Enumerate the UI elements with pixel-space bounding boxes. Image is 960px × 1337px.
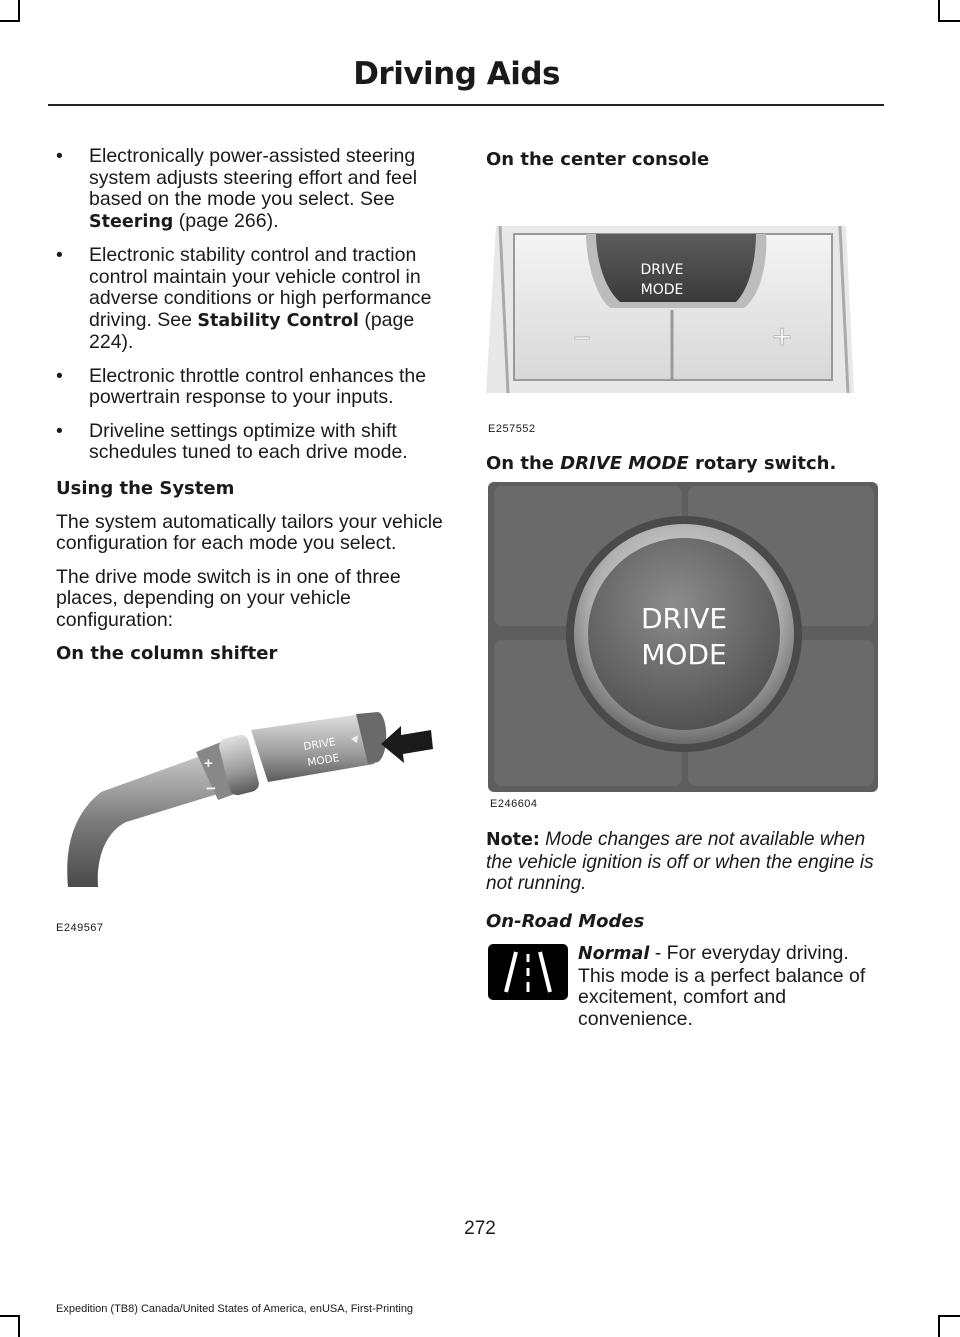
crop-mark xyxy=(940,1315,960,1317)
mode-label: MODE xyxy=(640,282,684,298)
list-item xyxy=(56,146,448,233)
drive-label: DRIVE xyxy=(640,602,728,635)
crop-mark xyxy=(938,0,940,22)
figure-code: E246604 xyxy=(490,798,538,810)
drive-label: DRIVE xyxy=(640,262,684,278)
crop-mark xyxy=(0,20,20,22)
bullet-text: Electronically power-assisted steering system adjusts steering effort and feel based on the mode you select. See xyxy=(89,145,418,210)
normal-mode-label: Normal xyxy=(578,944,650,964)
using-system-heading: Using the System xyxy=(56,477,235,499)
rotary-prefix: On the xyxy=(486,453,561,474)
crop-mark xyxy=(938,1315,940,1337)
bullet-marker: • xyxy=(56,145,63,167)
crop-mark xyxy=(940,20,960,22)
plus-symbol: + xyxy=(204,755,213,772)
plus-button-symbol: + xyxy=(772,318,792,356)
note-text: Mode changes are not available when the vehicle ignition is off or when the engine is not running. xyxy=(486,829,874,894)
column-shifter-illustration xyxy=(56,692,436,892)
minus-symbol: − xyxy=(206,779,216,798)
arrow-icon xyxy=(381,726,433,763)
page-title: Driving Aids xyxy=(353,56,560,92)
center-console-heading: On the center console xyxy=(486,149,710,170)
bullet-text: Driveline settings optimize with shift schedules tuned to each drive mode. xyxy=(89,419,408,463)
bullet-text: Electronic throttle control enhances the powertrain response to your inputs. xyxy=(89,364,427,408)
note-label: Note: xyxy=(486,830,540,850)
paragraph: The system automatically tailors your vehicle configuration for each mode you select. xyxy=(56,510,443,554)
footer-text: Expedition (TB8) Canada/United States of America, enUSA, First-Printing xyxy=(56,1303,414,1315)
normal-mode-description xyxy=(486,943,880,1030)
minus-button-symbol: − xyxy=(573,322,591,355)
bullet-marker: • xyxy=(56,364,63,387)
rotary-italic: DRIVE MODE xyxy=(560,453,689,474)
bullet-page-ref: (page 266). xyxy=(173,209,279,232)
rotary-switch-illustration xyxy=(488,482,878,792)
column-shifter-figure xyxy=(56,692,436,932)
crop-mark xyxy=(18,0,20,22)
rotary-switch-figure xyxy=(488,482,880,812)
bullet-page-ref: (page 224). xyxy=(89,308,415,353)
bullet-text: Electronic stability control and traction control maintain your vehicle control in adverse conditions or high performance driving. See xyxy=(89,244,432,331)
rotary-suffix: rotary switch. xyxy=(688,453,837,474)
note-paragraph xyxy=(486,829,880,895)
bullet-marker: • xyxy=(56,244,63,266)
paragraph: The drive mode switch is in one of three places, depending on your vehicle configuration: xyxy=(56,565,401,631)
column-shifter-heading: On the column shifter xyxy=(56,643,278,664)
list-item xyxy=(56,421,448,464)
stability-control-link[interactable]: Stability Control xyxy=(197,310,359,331)
left-column xyxy=(56,146,448,677)
rotary-switch-heading xyxy=(486,453,836,475)
steering-link[interactable]: Steering xyxy=(89,211,174,232)
drive-label: DRIVE xyxy=(302,736,337,753)
on-road-modes-heading: On-Road Modes xyxy=(486,910,645,932)
crop-mark xyxy=(18,1315,20,1337)
center-console-illustration xyxy=(486,218,866,398)
crop-mark xyxy=(0,1315,20,1317)
right-lower-text xyxy=(486,829,880,945)
bullet-marker: • xyxy=(56,419,63,442)
figure-code: E257552 xyxy=(488,423,536,435)
page-number: 272 xyxy=(464,1218,496,1239)
center-console-figure xyxy=(486,218,878,440)
title-divider xyxy=(48,104,884,106)
normal-mode-text: - For everyday driving. This mode is a perfect balance of excitement, comfort and convenience. xyxy=(578,942,866,1030)
mode-label: MODE xyxy=(306,752,341,769)
list-item xyxy=(56,245,448,354)
figure-code: E249567 xyxy=(56,922,104,934)
mode-label: MODE xyxy=(641,638,727,671)
list-item xyxy=(56,366,448,409)
